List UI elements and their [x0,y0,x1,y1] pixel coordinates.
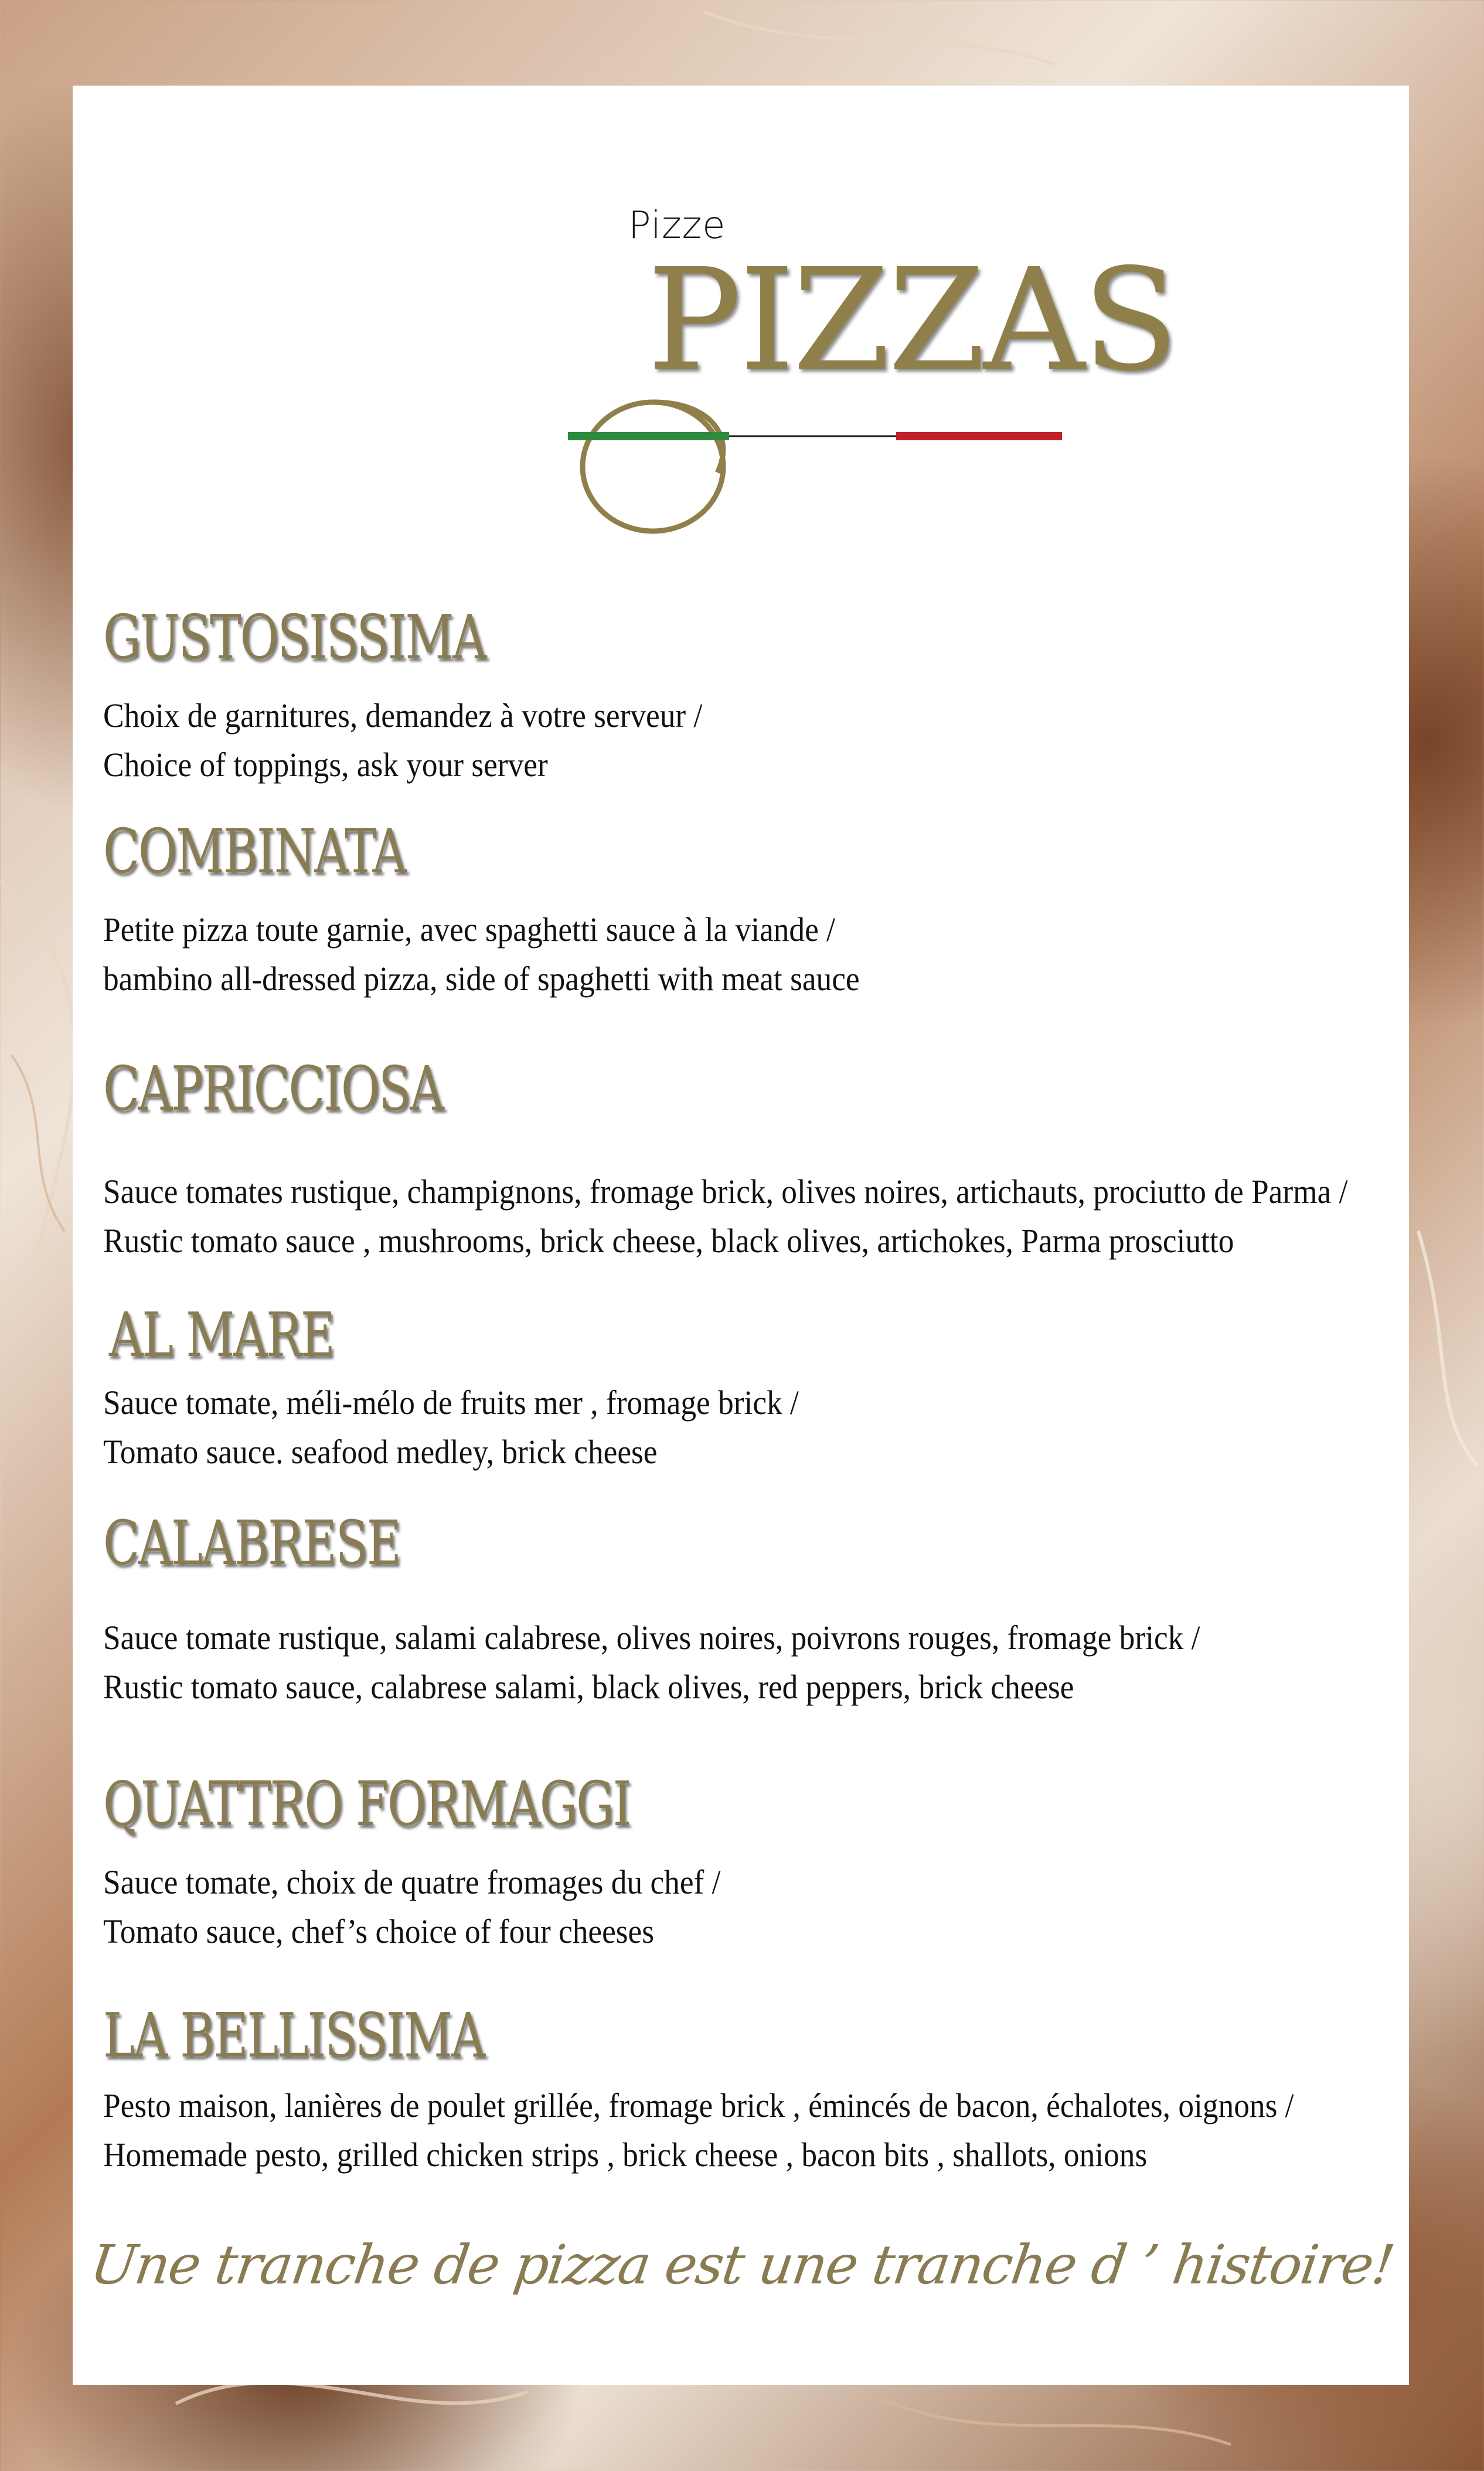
item-desc-fr: Sauce tomate rustique, salami calabrese, olives noires, poivrons rouges, fromage brick / [103,1619,1200,1657]
menu-item [103,2000,1393,2180]
item-name: CALABRESE [103,1507,400,1579]
item-name: GUSTOSISSIMA [103,601,486,673]
pizzas-logo [559,191,1177,555]
logo-subtitle: Pizze [628,204,726,247]
item-desc-fr: Sauce tomates rustique, champignons, fromage brick, olives noires, artichauts, prociutto de Parma / [103,1172,1348,1211]
menu-item [103,1507,1393,1712]
item-desc-en: Rustic tomato sauce , mushrooms, brick cheese, black olives, artichokes, Parma prosciutto [103,1222,1234,1260]
menu-item [103,601,1393,790]
item-name: AL MARE [109,1299,334,1371]
item-desc-en: Tomato sauce. seafood medley, brick cheese [103,1433,658,1471]
item-desc-fr: Choix de garnitures, demandez à votre serveur / [103,696,703,735]
item-name: QUATTRO FORMAGGI [103,1768,631,1840]
item-desc-fr: Sauce tomate, choix de quatre fromages du chef / [103,1863,721,1901]
item-name: LA BELLISSIMA [103,2000,484,2071]
menu-item [103,815,1393,1004]
item-desc-en: Tomato sauce, chef’s choice of four cheeses [103,1912,655,1950]
menu-item [103,1768,1393,1956]
item-desc-fr: Sauce tomate, méli-mélo de fruits mer , fromage brick / [103,1384,799,1422]
menu-item [103,1053,1393,1266]
item-desc-en: bambino all-dressed pizza, side of spaghetti with meat sauce [103,960,860,998]
item-desc-en: Rustic tomato sauce, calabrese salami, black olives, red peppers, brick cheese [103,1668,1074,1706]
item-desc-en: Choice of toppings, ask your server [103,746,548,784]
menu-item [103,1299,1393,1477]
item-name: COMBINATA [103,815,406,887]
item-name: CAPRICCIOSA [103,1053,443,1124]
logo-title: PIZZAS [647,238,1177,402]
tagline: Une tranche de pizza est une tranche d ’ histoire! [86,2234,1398,2296]
item-desc-en: Homemade pesto, grilled chicken strips , brick cheese , bacon bits , shallots, onions [103,2136,1148,2174]
item-desc-fr: Pesto maison, lanières de poulet grillée, fromage brick , émincés de bacon, échalotes, oignons / [103,2086,1294,2125]
item-desc-fr: Petite pizza toute garnie, avec spaghetti sauce à la viande / [103,910,835,949]
